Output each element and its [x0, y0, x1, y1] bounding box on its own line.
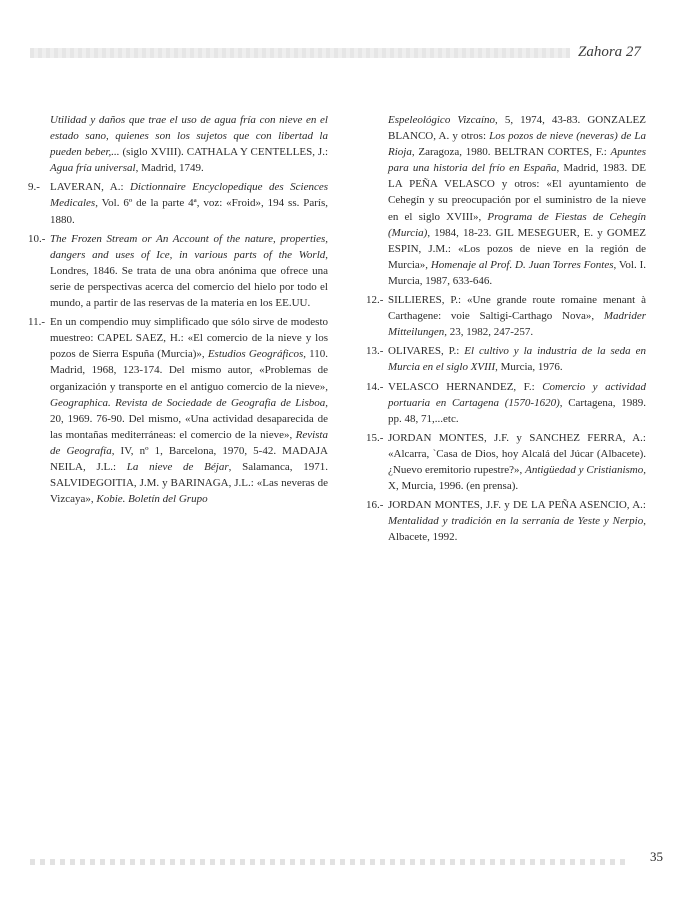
page-number: 35	[650, 849, 663, 864]
note-text: La nieve de Béjar	[126, 460, 229, 473]
note-number: 13.-	[366, 345, 384, 358]
note-text: Mentalidad y tradición en la serranía de Yeste y Nerpio	[388, 515, 644, 528]
note-text: SILLIERES, P.: «Une grande route romaine menant à Carthagene: voie Saltigi-Carthago Nova»,	[388, 294, 646, 323]
note-number: 12.-	[366, 294, 384, 307]
note-text: , 23, 1982, 247-257.	[444, 326, 534, 339]
note-text: , 20, 1969. 76-90. Del mismo, «Una actividad desaparecida de las montañas mediterráneas: el comercio de la nieve»,	[50, 396, 328, 441]
note-text: Comercio y actividad portuaria en Cartagena (1570-1620)	[388, 380, 646, 409]
note-text: Apuntes para una historia del frío en España	[388, 146, 646, 175]
note-number: 10.-	[28, 232, 46, 245]
note-text: , Madrid, 1749.	[135, 162, 204, 175]
note-text: En un compendio muy simplificado que sólo sirve de modesto muestreo: CAPEL SAEZ, H.: «El comercio de la nieve y los pozos de Sierra Espuña (Murcia)»,	[50, 316, 328, 361]
note-number: 15.-	[366, 431, 384, 444]
note-number: 9.-	[28, 181, 40, 194]
note-11	[28, 314, 328, 507]
note-text: Kobie. Boletín del Grupo	[96, 493, 208, 506]
notes-column-right	[366, 112, 646, 548]
note-text: , Vol. I. Murcia, 1987, 633-646.	[388, 258, 646, 287]
note-9	[28, 179, 328, 227]
note-12	[366, 292, 646, 340]
notes-column-left	[28, 112, 328, 510]
note-text: VELASCO HERNANDEZ, F.:	[388, 380, 543, 393]
footer-rule	[30, 859, 630, 865]
note-number: 11.-	[28, 316, 46, 329]
note-text: , Albacete, 1992.	[388, 515, 646, 544]
note-text: , Salamanca, 1971. SALVIDEGOITIA, J.M. y BARINAGA, J.L.: «Las neveras de Vizcaya»,	[50, 460, 328, 506]
note-15	[366, 430, 646, 494]
note-text: , Madrid, 1983. DE LA PEÑA VELASCO y otros: «El ayuntamiento de Cehegín y su preocupación por el suministro de la nieve en el siglo XVIII»,	[388, 162, 646, 223]
note-text: JORDAN MONTES, J.F. y DE LA PEÑA ASENCIO, A.:	[388, 499, 646, 512]
note-text: Programa de Fiestas de Cehegín (Murcia)	[388, 210, 647, 239]
note-text: , 5, 1974, 43-83. GONZALEZ BLANCO, A. y otros:	[388, 114, 646, 143]
note-text: Revista de Geografía	[50, 428, 328, 457]
note-text: JORDAN MONTES, J.F. y SANCHEZ FERRA, A.: «Alcarra, `Casa de Dios, hoy Alcalá del Júcar (Albacete). ¿Nuevo eremitorio rupestre?»,	[388, 431, 646, 476]
note-text: , Murcia, 1976.	[495, 361, 563, 374]
note-text: , IV, nº 1, Barcelona, 1970, 5-42. MADAJA NEILA, J.L.:	[50, 444, 329, 473]
note-text: Espeleológico Vizcaíno	[388, 114, 496, 126]
note-text: LAVERAN, A.:	[50, 181, 130, 194]
note-text: Utilidad y daños que trae el uso de agua fría con nieve en el estado sano, quienes son los sujetos que con libertad la pueden beber,...	[50, 114, 328, 159]
note-text: , 110. Madrid, 1968, 123-174. Del mismo autor, «Problemas de organización y transporte en el antiguo comercio de la nieve»,	[50, 348, 328, 393]
note-11-continuation	[366, 112, 646, 289]
note-text: Geographica. Revista de Sociedade de Geografia de Lisboa	[50, 396, 326, 409]
note-text: Homenaje al Prof. D. Juan Torres Fontes	[430, 258, 614, 271]
header-rule	[30, 48, 570, 58]
note-14	[366, 379, 646, 427]
journal-running-head: Zahora 27	[578, 44, 641, 60]
note-number: 14.-	[366, 380, 384, 393]
note-text: The Frozen Stream or An Account of the nature, properties, dangers and uses of Ice, in various parts of the World	[50, 232, 328, 261]
note-text: Estudios Geográficos	[207, 348, 304, 361]
note-text: , Zaragoza, 1980. BELTRAN CORTES, F.:	[411, 146, 611, 159]
note-text: Agua fría universal	[50, 162, 136, 175]
note-text: Madrider Mitteilungen	[388, 310, 646, 339]
note-text: , Cartagena, 1989. pp. 48, 71,...etc.	[388, 396, 646, 425]
note-text: , Londres, 1846. Se trata de una obra anónima que ofrece una serie de perspectivas acerca del comercio del hielo por todo el mundo, a partir de las reservas de la materia en los EE.UU.	[50, 248, 328, 310]
note-text: , Vol. 6º de la parte 4ª, voz: «Froid», 194 ss. París, 1880.	[50, 197, 328, 226]
note-16	[366, 497, 646, 545]
note-8-continuation	[28, 112, 328, 176]
note-13	[366, 343, 646, 375]
note-number: 16.-	[366, 499, 384, 512]
note-text: OLIVARES, P.:	[388, 345, 465, 358]
note-text: , X, Murcia, 1996. (en prensa).	[388, 463, 646, 493]
note-text: (siglo XVIII). CATHALA Y CENTELLES, J.:	[119, 146, 329, 159]
note-10	[28, 231, 328, 311]
note-text: Los pozos de nieve (neveras) de La Rioja	[388, 130, 646, 159]
note-text: El cultivo y la industria de la seda en Murcia en el siglo XVIII	[388, 345, 646, 374]
note-text: Antigüedad y Cristianismo	[525, 463, 644, 476]
note-text: , 1984, 18-23. GIL MESEGUER, E. y GOMEZ ESPIN, J.M.: «Los pozos de nieve en la región de Murcia»,	[388, 226, 646, 271]
note-text: Dictionnaire Encyclopedique des Sciences Medicales	[50, 181, 328, 210]
